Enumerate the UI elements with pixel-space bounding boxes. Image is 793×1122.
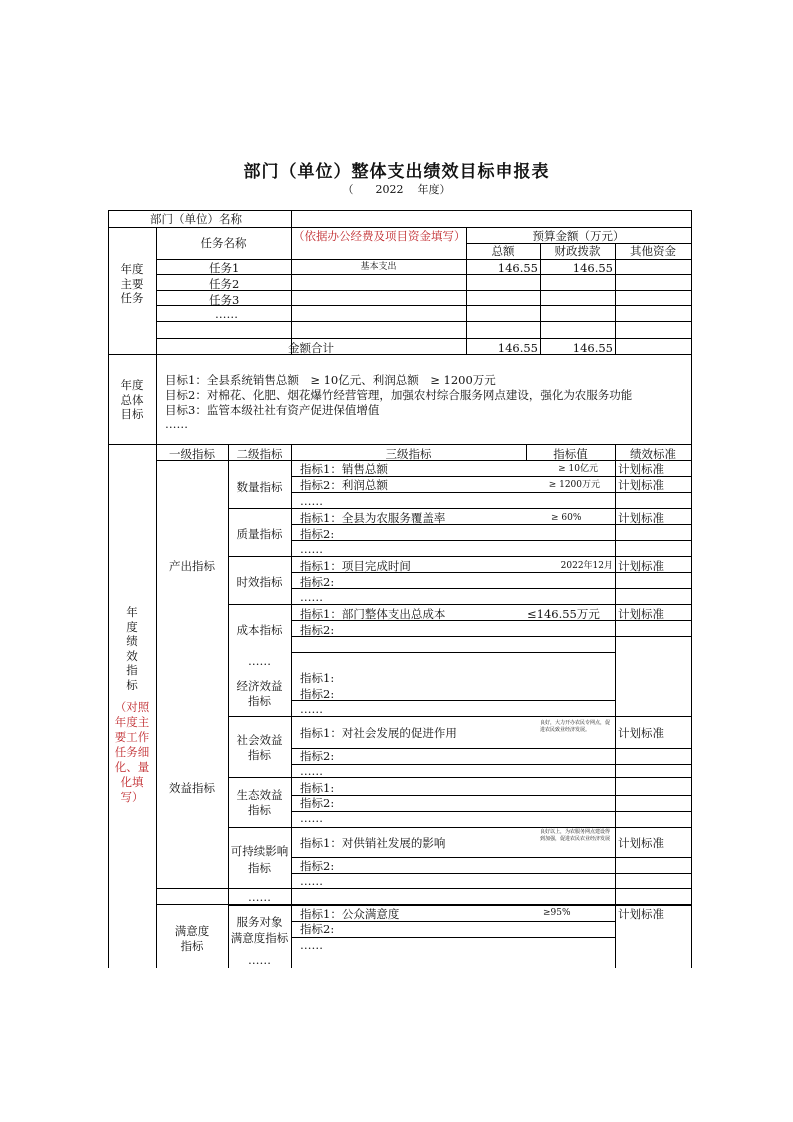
indicator-text: 指标1：销售总额 <box>300 462 388 476</box>
level2-economic: 经济效益 指标 <box>236 679 283 708</box>
rule-v <box>615 444 616 968</box>
rule-h <box>291 937 615 938</box>
year-line <box>0 181 793 197</box>
unit-name-label: 部门（单位）名称 <box>150 212 242 226</box>
indicator-text: …… <box>300 938 323 952</box>
indicator-text: 指标2: <box>300 687 335 701</box>
rule-h <box>228 556 691 557</box>
rule-v <box>291 210 292 354</box>
perf-col-standard: 绩效标准 <box>630 447 676 461</box>
perf-col-level2: 二级指标 <box>236 447 283 461</box>
indicator-text: 指标2: <box>300 922 335 936</box>
indicator-standard: 计划标准 <box>618 607 664 621</box>
indicator-standard: 计划标准 <box>618 836 664 850</box>
indicator-text: …… <box>300 590 323 604</box>
rule-h <box>291 811 691 812</box>
tasks-col-basis: （依据办公经费及项目资金填写） <box>293 229 466 243</box>
level2-output-more: …… <box>248 654 271 668</box>
level1-benefit: 效益指标 <box>169 781 215 795</box>
rule-h <box>291 652 615 653</box>
rule-h <box>291 540 691 541</box>
task-name: …… <box>215 307 238 321</box>
indicator-text: 指标1: <box>300 781 335 795</box>
indicator-text: 指标2: <box>300 575 335 589</box>
indicator-text: 指标1：对供销社发展的影响 <box>300 836 446 850</box>
page-title: 部门（单位）整体支出绩效目标申报表 <box>243 162 550 182</box>
rule-h <box>228 777 691 778</box>
level2-sustainable: 可持续影响 指标 <box>230 844 289 875</box>
rule-h <box>228 508 691 509</box>
perf-col-value: 指标值 <box>553 447 588 461</box>
task-total: 146.55 <box>497 261 538 275</box>
perf-col-level3: 三级指标 <box>385 447 432 461</box>
rule-h <box>291 795 691 796</box>
rule-h <box>228 905 691 906</box>
performance-section-note: （对照 年度主 要工作 任务细 化、量 化填 写） <box>114 700 150 804</box>
indicator-value: 良好，大力开办农民专网点，促进农民致业经济发展。 <box>540 720 611 733</box>
task-name: 任务3 <box>209 293 240 307</box>
rule-h <box>291 492 691 493</box>
indicator-text: 指标2: <box>300 796 335 810</box>
indicator-text: 指标1：部门整体支出总成本 <box>300 607 446 621</box>
rule-h <box>291 748 691 749</box>
indicator-standard: 计划标准 <box>618 511 664 525</box>
indicator-value: 良好以上，为农服务网点建设得到加强，促进农民农业经济发展 <box>540 829 611 842</box>
indicator-text: 指标2: <box>300 623 335 637</box>
level2-ecological: 生态效益 指标 <box>236 788 283 817</box>
level2-social: 社会效益 指标 <box>236 733 283 762</box>
indicator-text: …… <box>300 811 323 825</box>
indicator-standard: 计划标准 <box>618 559 664 573</box>
indicator-text: 指标1：项目完成时间 <box>300 559 411 573</box>
indicator-value: ≥ 10亿元 <box>558 464 598 474</box>
indicator-text: …… <box>300 874 323 888</box>
rule-h <box>228 604 691 605</box>
tasks-col-other: 其他资金 <box>630 244 676 258</box>
level2-quantity: 数量指标 <box>236 480 283 494</box>
indicator-value: ≥ 1200万元 <box>548 480 600 490</box>
rule-h <box>228 716 691 717</box>
goal-line: …… <box>165 417 188 431</box>
rule-v <box>291 444 292 968</box>
level1-output: 产出指标 <box>169 559 215 573</box>
indicator-standard: 计划标准 <box>618 726 664 740</box>
tasks-col-budget: 预算金额（万元） <box>532 229 625 243</box>
task-fiscal: 146.55 <box>572 261 613 275</box>
rule-v <box>691 210 692 968</box>
rule-h <box>156 338 691 339</box>
tasks-sum-label: 金额合计 <box>288 341 334 355</box>
indicator-standard: 计划标准 <box>618 462 664 476</box>
tasks-sum-total: 146.55 <box>497 341 538 355</box>
goals-section-label: 年度 总体 目标 <box>120 378 144 421</box>
rule-v <box>108 210 109 968</box>
rule-h <box>291 873 691 874</box>
indicator-text: 指标1：公众满意度 <box>300 907 400 921</box>
level2-cost: 成本指标 <box>236 623 283 637</box>
tasks-col-name: 任务名称 <box>200 236 247 250</box>
indicator-text: 指标1：全县为农服务覆盖率 <box>300 511 446 525</box>
year-open: （ <box>342 183 354 196</box>
level2-benefit-more: …… <box>248 890 271 904</box>
indicator-standard: 计划标准 <box>618 907 664 921</box>
indicator-text: …… <box>300 764 323 778</box>
tasks-sum-fiscal: 146.55 <box>572 341 613 355</box>
rule-h <box>108 444 691 445</box>
tasks-col-fiscal: 财政拨款 <box>554 244 601 258</box>
rule-h <box>156 259 691 260</box>
rule-h <box>228 827 691 828</box>
rule-h <box>291 857 691 858</box>
goal-line: 目标2：对棉花、化肥、烟花爆竹经营管理，加强农村综合服务网点建设，强化为农服务功能 <box>165 388 633 402</box>
rule-h <box>108 227 691 228</box>
rule-h <box>291 921 615 922</box>
level1-satisfaction: 满意度 指标 <box>174 924 210 953</box>
tasks-col-total: 总额 <box>491 244 515 258</box>
rule-h <box>156 321 691 322</box>
level2-timeliness: 时效指标 <box>236 575 283 589</box>
tasks-section-label: 年度 主要 任务 <box>120 262 144 305</box>
level2-service: 服务对象 满意度指标 <box>230 915 289 945</box>
year-close: 年度） <box>417 183 451 196</box>
rule-h <box>291 476 691 477</box>
performance-section-label: 年 度 绩 效 指 标 <box>126 605 138 692</box>
indicator-standard: 计划标准 <box>618 478 664 492</box>
rule-h <box>291 700 615 701</box>
goal-line: 目标3：监管本级社社有资产促进保值增值 <box>165 403 380 417</box>
rule-h <box>291 636 691 637</box>
year-value: 2022 <box>375 183 404 196</box>
indicator-text: 指标2: <box>300 859 335 873</box>
rule-h <box>156 904 691 905</box>
indicator-value: ≤146.55万元 <box>527 607 600 621</box>
indicator-value: ≥95% <box>543 908 571 918</box>
indicator-value: 2022年12月 <box>560 561 613 571</box>
indicator-text: 指标1：对社会发展的促进作用 <box>300 726 457 740</box>
indicator-text: 指标2: <box>300 749 335 763</box>
indicator-text: …… <box>300 702 323 716</box>
rule-h <box>291 764 691 765</box>
task-name: 任务1 <box>209 261 240 275</box>
task-basis: 基本支出 <box>360 262 397 272</box>
rule-h <box>156 888 691 889</box>
indicator-text: …… <box>300 494 323 508</box>
task-name: 任务2 <box>209 277 240 291</box>
perf-col-level1: 一级指标 <box>169 447 215 461</box>
indicator-text: …… <box>300 542 323 556</box>
indicator-text: 指标1: <box>300 671 335 685</box>
level2-satisfaction-more: …… <box>248 953 271 967</box>
indicator-value: ≥ 60% <box>551 513 582 523</box>
level2-quality: 质量指标 <box>236 527 283 541</box>
indicator-text: 指标2：利润总额 <box>300 478 388 492</box>
indicator-text: 指标2: <box>300 527 335 541</box>
rule-h <box>108 210 691 211</box>
goal-line: 目标1：全县系统销售总额 ≥ 10亿元、利润总额 ≥ 1200万元 <box>165 373 496 387</box>
rule-h <box>291 588 691 589</box>
